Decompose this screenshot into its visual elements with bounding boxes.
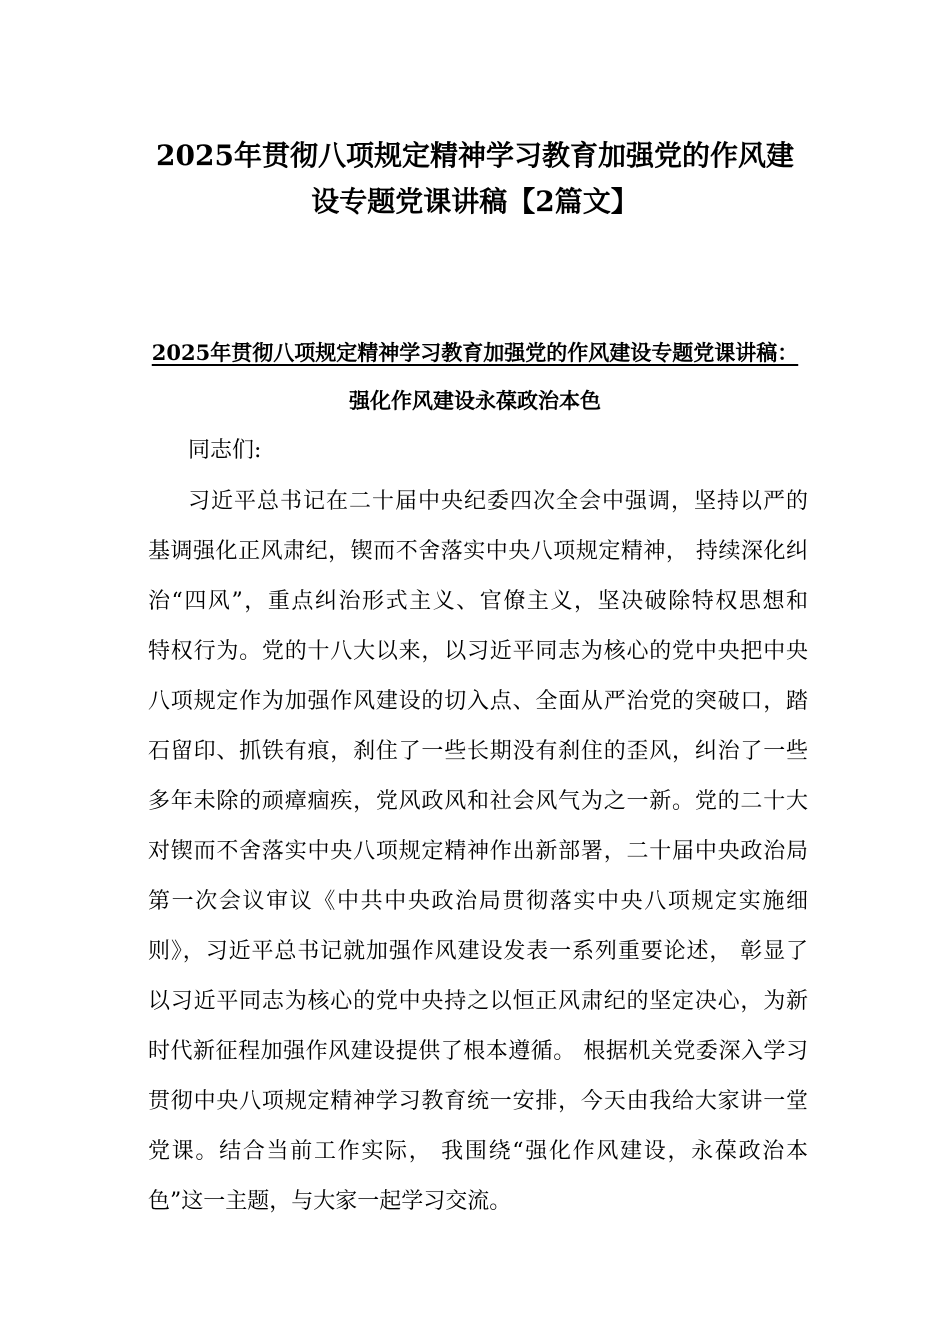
body-line: 八项规定作为加强作风建设的切入点、全面从严治党的突破口，踏 (148, 689, 808, 714)
body-line: 石留印、抓铁有痕，刹住了一些长期没有刹住的歪风，纠治了一些 (148, 739, 808, 764)
body-line: 多年未除的顽瘴痼疾，党风政风和社会风气为之一新。党的二十大 (148, 789, 808, 814)
body-line: 色”这一主题，与大家一起学习交流。 (148, 1189, 512, 1214)
body-line: 时代新征程加强作风建设提供了根本遵循。 根据机关党委深入学习 (148, 1039, 808, 1064)
body-line: 贯彻中央八项规定精神学习教育统一安排，今天由我给大家讲一堂 (148, 1089, 808, 1114)
body-line: 以习近平同志为核心的党中央持之以恒正风肃纪的坚定决心，为新 (148, 989, 808, 1014)
document-title-line-2: 设专题党课讲稿【2篇文】 (311, 185, 639, 218)
salutation: 同志们: (188, 438, 262, 463)
body-line: 治“四风”，重点纠治形式主义、官僚主义，坚决破除特权思想和 (148, 589, 808, 614)
article-title-line-1 (120, 338, 830, 368)
article-title-line-1-text: 2025年贯彻八项规定精神学习教育加强党的作风建设专题党课讲稿： (151, 340, 799, 365)
body-line: 习近平总书记在二十届中央纪委四次全会中强调，坚持以严的 (188, 489, 808, 514)
body-line: 党课。结合当前工作实际， 我围绕“强化作风建设，永葆政治本 (148, 1139, 808, 1164)
article-title-line-2: 强化作风建设永葆政治本色 (349, 388, 601, 413)
body-line: 基调强化正风肃纪，锲而不舍落实中央八项规定精神， 持续深化纠 (148, 539, 808, 564)
body-line: 第一次会议审议《中共中央政治局贯彻落实中央八项规定实施细 (148, 889, 808, 914)
body-line: 特权行为。党的十八大以来，以习近平同志为核心的党中央把中央 (148, 639, 808, 664)
document-title-line-1: 2025年贯彻八项规定精神学习教育加强党的作风建 (156, 139, 794, 172)
body-line: 对锲而不舍落实中央八项规定精神作出新部署，二十届中央政治局 (148, 839, 808, 864)
body-line: 则》，习近平总书记就加强作风建设发表一系列重要论述， 彰显了 (148, 939, 808, 964)
